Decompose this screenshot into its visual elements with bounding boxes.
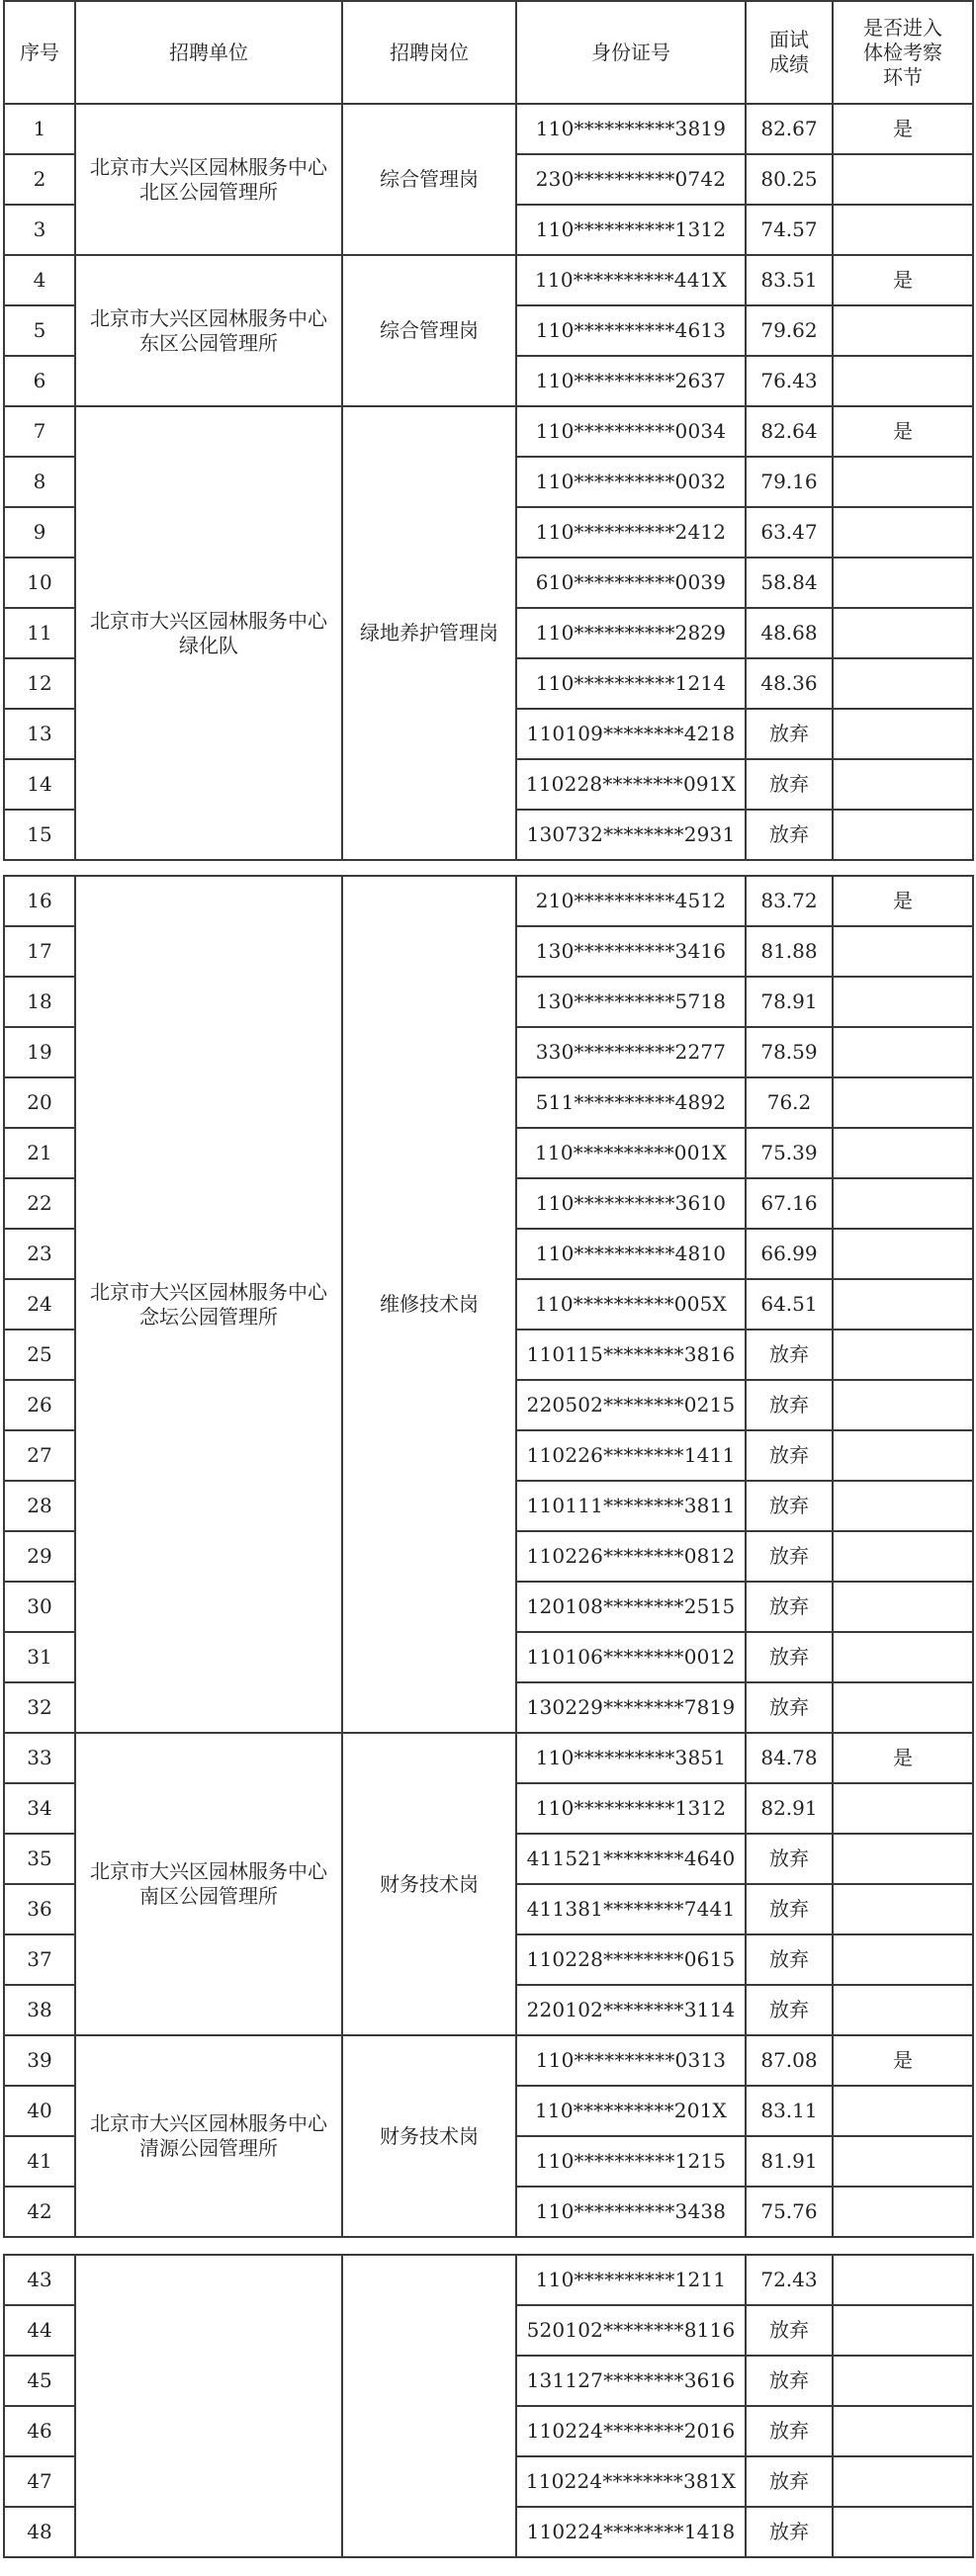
id-number-cell: 210**********4512: [516, 876, 746, 926]
seq-cell: 46: [4, 2406, 75, 2456]
check-status-cell: [833, 2086, 973, 2136]
score-cell: 64.51: [746, 1279, 833, 1330]
seq-cell: 14: [4, 759, 75, 810]
post-cell: 综合管理岗: [342, 104, 516, 255]
seq-cell: 37: [4, 1934, 75, 1985]
seq-cell: 12: [4, 658, 75, 709]
seq-cell: 18: [4, 977, 75, 1027]
header-seq: 序号: [4, 1, 75, 104]
check-status-cell: 是: [833, 1733, 973, 1783]
check-status-cell: [833, 1985, 973, 2035]
score-cell: 78.91: [746, 977, 833, 1027]
header-interview-score: 面试 成绩: [746, 1, 833, 104]
score-table-segment: [3, 875, 974, 2238]
check-status-cell: 是: [833, 2035, 973, 2086]
check-status-cell: [833, 810, 973, 860]
unit-cell: 北京市大兴区园林服务中心 绿化队: [75, 406, 342, 860]
seq-cell: 5: [4, 305, 75, 356]
score-cell: 80.25: [746, 154, 833, 205]
check-status-cell: [833, 154, 973, 205]
id-number-cell: 110226********0812: [516, 1531, 746, 1582]
id-number-cell: 110**********2637: [516, 356, 746, 406]
check-status-cell: [833, 608, 973, 658]
score-cell: 75.39: [746, 1128, 833, 1178]
id-number-cell: 110**********3819: [516, 104, 746, 154]
check-status-cell: [833, 457, 973, 507]
seq-cell: 24: [4, 1279, 75, 1330]
table-row: [4, 1733, 973, 1783]
id-number-cell: 110**********0034: [516, 406, 746, 457]
check-status-cell: [833, 709, 973, 759]
score-cell: 放弃: [746, 2507, 833, 2557]
id-number-cell: 110106********0012: [516, 1632, 746, 1682]
check-status-cell: [833, 1178, 973, 1229]
id-number-cell: 110**********4810: [516, 1229, 746, 1279]
score-cell: 83.72: [746, 876, 833, 926]
score-cell: 63.47: [746, 507, 833, 558]
check-status-cell: [833, 2456, 973, 2507]
seq-cell: 39: [4, 2035, 75, 2086]
score-cell: 79.16: [746, 457, 833, 507]
seq-cell: 28: [4, 1481, 75, 1531]
check-status-cell: [833, 1934, 973, 1985]
score-cell: 放弃: [746, 1582, 833, 1632]
seq-cell: 2: [4, 154, 75, 205]
id-number-cell: 411521********4640: [516, 1834, 746, 1884]
score-cell: 84.78: [746, 1733, 833, 1783]
id-number-cell: 220102********3114: [516, 1985, 746, 2035]
id-number-cell: 130**********3416: [516, 926, 746, 977]
id-number-cell: 110226********1411: [516, 1430, 746, 1481]
check-status-cell: [833, 926, 973, 977]
seq-cell: 17: [4, 926, 75, 977]
score-cell: 放弃: [746, 2356, 833, 2406]
id-number-cell: 131127********3616: [516, 2356, 746, 2406]
score-cell: 76.2: [746, 1077, 833, 1128]
check-status-cell: [833, 1128, 973, 1178]
check-status-cell: [833, 1531, 973, 1582]
id-number-cell: 110**********2412: [516, 507, 746, 558]
id-number-cell: 110**********3851: [516, 1733, 746, 1783]
check-status-cell: 是: [833, 104, 973, 154]
check-status-cell: [833, 1632, 973, 1682]
post-cell: 维修技术岗: [342, 876, 516, 1733]
id-number-cell: 110**********1214: [516, 658, 746, 709]
seq-cell: 7: [4, 406, 75, 457]
score-cell: 48.36: [746, 658, 833, 709]
table-row: [4, 104, 973, 154]
score-cell: 放弃: [746, 810, 833, 860]
score-cell: 放弃: [746, 1481, 833, 1531]
id-number-cell: 411381********7441: [516, 1884, 746, 1934]
id-number-cell: 110224********2016: [516, 2406, 746, 2456]
seq-cell: 42: [4, 2187, 75, 2237]
score-cell: 66.99: [746, 1229, 833, 1279]
id-number-cell: 110109********4218: [516, 709, 746, 759]
id-number-cell: 230**********0742: [516, 154, 746, 205]
id-number-cell: 220502********0215: [516, 1380, 746, 1430]
id-number-cell: 110**********4613: [516, 305, 746, 356]
seq-cell: 10: [4, 558, 75, 608]
check-status-cell: [833, 2507, 973, 2557]
score-cell: 67.16: [746, 1178, 833, 1229]
score-cell: 81.91: [746, 2136, 833, 2187]
header-unit: 招聘单位: [75, 1, 342, 104]
post-cell: 财务技术岗: [342, 1733, 516, 2035]
check-status-cell: [833, 1279, 973, 1330]
seq-cell: 29: [4, 1531, 75, 1582]
check-status-cell: [833, 356, 973, 406]
score-cell: 放弃: [746, 709, 833, 759]
id-number-cell: 130229********7819: [516, 1682, 746, 1733]
unit-cell: [75, 2255, 342, 2557]
seq-cell: 6: [4, 356, 75, 406]
score-table-segment: [3, 0, 974, 861]
seq-cell: 25: [4, 1330, 75, 1380]
score-cell: 76.43: [746, 356, 833, 406]
id-number-cell: 110**********1312: [516, 1783, 746, 1834]
check-status-cell: [833, 1077, 973, 1128]
id-number-cell: 110**********001X: [516, 1128, 746, 1178]
post-cell: 绿地养护管理岗: [342, 406, 516, 860]
score-cell: 放弃: [746, 1430, 833, 1481]
score-cell: 78.59: [746, 1027, 833, 1077]
seq-cell: 1: [4, 104, 75, 154]
id-number-cell: 610**********0039: [516, 558, 746, 608]
check-status-cell: [833, 1330, 973, 1380]
unit-cell: 北京市大兴区园林服务中心 东区公园管理所: [75, 255, 342, 406]
id-number-cell: 110**********0313: [516, 2035, 746, 2086]
score-cell: 放弃: [746, 1531, 833, 1582]
seq-cell: 21: [4, 1128, 75, 1178]
seq-cell: 43: [4, 2255, 75, 2305]
check-status-cell: [833, 1481, 973, 1531]
id-number-cell: 110111********3811: [516, 1481, 746, 1531]
table-row: [4, 876, 973, 926]
seq-cell: 33: [4, 1733, 75, 1783]
score-cell: 放弃: [746, 1884, 833, 1934]
seq-cell: 45: [4, 2356, 75, 2406]
check-status-cell: [833, 205, 973, 255]
score-cell: 75.76: [746, 2187, 833, 2237]
check-status-cell: [833, 1834, 973, 1884]
seq-cell: 48: [4, 2507, 75, 2557]
id-number-cell: 110228********0615: [516, 1934, 746, 1985]
unit-cell: 北京市大兴区园林服务中心 南区公园管理所: [75, 1733, 342, 2035]
score-cell: 72.43: [746, 2255, 833, 2305]
check-status-cell: [833, 1229, 973, 1279]
id-number-cell: 520102********8116: [516, 2305, 746, 2356]
seq-cell: 22: [4, 1178, 75, 1229]
check-status-cell: [833, 507, 973, 558]
seq-cell: 3: [4, 205, 75, 255]
seq-cell: 15: [4, 810, 75, 860]
seq-cell: 16: [4, 876, 75, 926]
score-cell: 放弃: [746, 2305, 833, 2356]
check-status-cell: [833, 1380, 973, 1430]
score-cell: 82.67: [746, 104, 833, 154]
seq-cell: 36: [4, 1884, 75, 1934]
table-row: [4, 406, 973, 457]
seq-cell: 35: [4, 1834, 75, 1884]
score-cell: 放弃: [746, 1934, 833, 1985]
check-status-cell: [833, 558, 973, 608]
check-status-cell: [833, 2255, 973, 2305]
unit-cell: 北京市大兴区园林服务中心 北区公园管理所: [75, 104, 342, 255]
seq-cell: 34: [4, 1783, 75, 1834]
seq-cell: 31: [4, 1632, 75, 1682]
score-cell: 58.84: [746, 558, 833, 608]
header-post: 招聘岗位: [342, 1, 516, 104]
score-table-segment: [3, 2254, 974, 2558]
id-number-cell: 110**********2829: [516, 608, 746, 658]
score-cell: 放弃: [746, 1834, 833, 1884]
post-cell: [342, 2255, 516, 2557]
unit-cell: 北京市大兴区园林服务中心 念坛公园管理所: [75, 876, 342, 1733]
seq-cell: 27: [4, 1430, 75, 1481]
id-number-cell: 110228********091X: [516, 759, 746, 810]
seq-cell: 40: [4, 2086, 75, 2136]
post-cell: 综合管理岗: [342, 255, 516, 406]
score-cell: 74.57: [746, 205, 833, 255]
seq-cell: 32: [4, 1682, 75, 1733]
score-cell: 83.51: [746, 255, 833, 305]
score-cell: 83.11: [746, 2086, 833, 2136]
header-row: [4, 1, 973, 104]
score-cell: 放弃: [746, 1330, 833, 1380]
seq-cell: 26: [4, 1380, 75, 1430]
id-number-cell: 120108********2515: [516, 1582, 746, 1632]
header-id-number: 身份证号: [516, 1, 746, 104]
check-status-cell: [833, 658, 973, 709]
id-number-cell: 110224********1418: [516, 2507, 746, 2557]
id-number-cell: 110**********1215: [516, 2136, 746, 2187]
seq-cell: 9: [4, 507, 75, 558]
seq-cell: 23: [4, 1229, 75, 1279]
id-number-cell: 110**********441X: [516, 255, 746, 305]
seq-cell: 38: [4, 1985, 75, 2035]
post-cell: 财务技术岗: [342, 2035, 516, 2237]
score-cell: 放弃: [746, 1380, 833, 1430]
seq-cell: 19: [4, 1027, 75, 1077]
id-number-cell: 130732********2931: [516, 810, 746, 860]
id-number-cell: 110**********201X: [516, 2086, 746, 2136]
seq-cell: 13: [4, 709, 75, 759]
table-row: [4, 255, 973, 305]
id-number-cell: 110**********1211: [516, 2255, 746, 2305]
seq-cell: 47: [4, 2456, 75, 2507]
unit-cell: 北京市大兴区园林服务中心 清源公园管理所: [75, 2035, 342, 2237]
check-status-cell: [833, 1430, 973, 1481]
score-cell: 放弃: [746, 1632, 833, 1682]
check-status-cell: [833, 759, 973, 810]
check-status-cell: 是: [833, 876, 973, 926]
seq-cell: 20: [4, 1077, 75, 1128]
score-cell: 82.91: [746, 1783, 833, 1834]
seq-cell: 44: [4, 2305, 75, 2356]
check-status-cell: [833, 2356, 973, 2406]
check-status-cell: [833, 1783, 973, 1834]
score-cell: 放弃: [746, 1985, 833, 2035]
check-status-cell: [833, 2305, 973, 2356]
id-number-cell: 110**********3610: [516, 1178, 746, 1229]
id-number-cell: 511**********4892: [516, 1077, 746, 1128]
id-number-cell: 110**********0032: [516, 457, 746, 507]
check-status-cell: [833, 305, 973, 356]
score-cell: 放弃: [746, 1682, 833, 1733]
score-cell: 82.64: [746, 406, 833, 457]
id-number-cell: 110115********3816: [516, 1330, 746, 1380]
table-row: [4, 2255, 973, 2305]
check-status-cell: [833, 1582, 973, 1632]
seq-cell: 30: [4, 1582, 75, 1632]
seq-cell: 41: [4, 2136, 75, 2187]
check-status-cell: 是: [833, 406, 973, 457]
id-number-cell: 110**********1312: [516, 205, 746, 255]
check-status-cell: [833, 1884, 973, 1934]
score-cell: 79.62: [746, 305, 833, 356]
score-cell: 放弃: [746, 2406, 833, 2456]
check-status-cell: [833, 1682, 973, 1733]
seq-cell: 11: [4, 608, 75, 658]
check-status-cell: [833, 1027, 973, 1077]
check-status-cell: [833, 2406, 973, 2456]
score-cell: 放弃: [746, 759, 833, 810]
score-cell: 81.88: [746, 926, 833, 977]
score-cell: 48.68: [746, 608, 833, 658]
table-row: [4, 2035, 973, 2086]
id-number-cell: 110224********381X: [516, 2456, 746, 2507]
check-status-cell: [833, 2187, 973, 2237]
seq-cell: 8: [4, 457, 75, 507]
seq-cell: 4: [4, 255, 75, 305]
id-number-cell: 110**********3438: [516, 2187, 746, 2237]
id-number-cell: 330**********2277: [516, 1027, 746, 1077]
id-number-cell: 110**********005X: [516, 1279, 746, 1330]
id-number-cell: 130**********5718: [516, 977, 746, 1027]
check-status-cell: [833, 977, 973, 1027]
score-cell: 87.08: [746, 2035, 833, 2086]
check-status-cell: [833, 2136, 973, 2187]
check-status-cell: 是: [833, 255, 973, 305]
score-cell: 放弃: [746, 2456, 833, 2507]
header-physical-check: 是否进入 体检考察 环节: [833, 1, 973, 104]
